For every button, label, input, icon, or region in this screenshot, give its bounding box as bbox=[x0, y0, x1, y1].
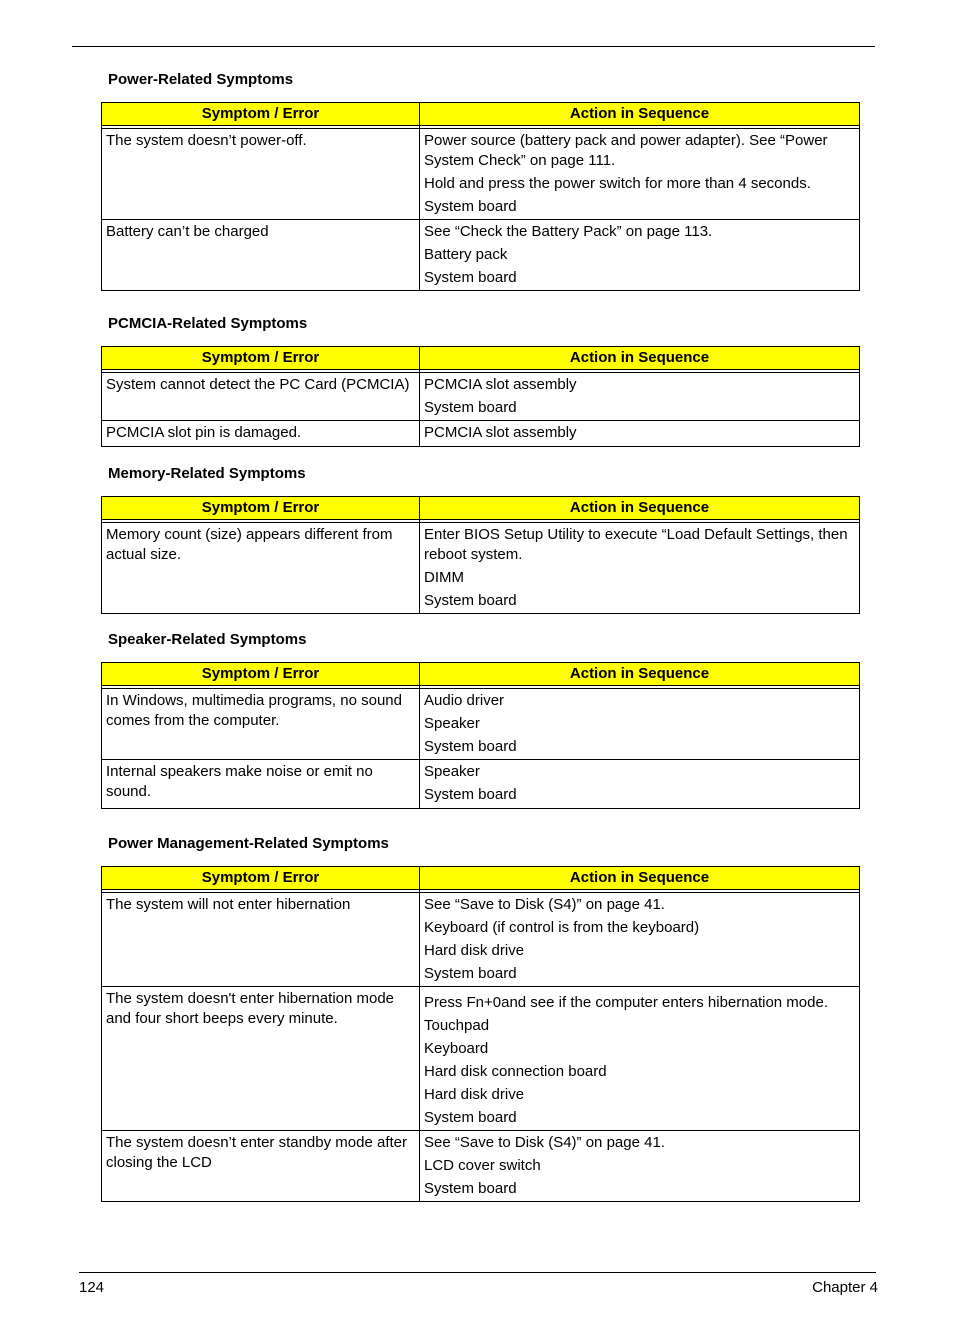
symptom-table bbox=[101, 496, 860, 614]
table-header-row bbox=[102, 103, 860, 126]
section-title: Memory-Related Symptoms bbox=[108, 465, 306, 482]
header-action: Action in Sequence bbox=[420, 497, 860, 520]
action-item: Hard disk connection board bbox=[424, 1063, 607, 1080]
action-item: System board bbox=[424, 592, 517, 609]
header-symptom: Symptom / Error bbox=[102, 497, 420, 520]
action-cell bbox=[420, 220, 860, 291]
table-row bbox=[102, 129, 860, 220]
action-item: System board bbox=[424, 269, 517, 286]
action-item: See “Save to Disk (S4)” on page 41. bbox=[424, 1134, 665, 1151]
table-row bbox=[102, 987, 860, 1131]
section-power-management bbox=[101, 834, 859, 1202]
table-row bbox=[102, 220, 860, 291]
action-item: System board bbox=[424, 1180, 517, 1197]
action-cell bbox=[420, 523, 860, 614]
action-item: Power source (battery pack and power adapter). See “Power System Check” on page 111. bbox=[424, 132, 828, 169]
action-item: System board bbox=[424, 399, 517, 416]
action-item: PCMCIA slot assembly bbox=[424, 376, 577, 393]
symptom-cell: The system doesn’t power-off. bbox=[102, 129, 420, 220]
symptom-cell: Internal speakers make noise or emit no sound. bbox=[102, 760, 420, 809]
action-item: LCD cover switch bbox=[424, 1157, 541, 1174]
header-rule bbox=[72, 46, 875, 47]
action-cell bbox=[420, 760, 860, 809]
section-memory bbox=[101, 464, 859, 614]
table-header-row bbox=[102, 497, 860, 520]
symptom-cell: In Windows, multimedia programs, no sound comes from the computer. bbox=[102, 689, 420, 760]
action-item: Speaker bbox=[424, 763, 480, 780]
action-item: System board bbox=[424, 786, 517, 803]
action-item: Hold and press the power switch for more than 4 seconds. bbox=[424, 175, 811, 192]
symptom-cell: The system will not enter hibernation bbox=[102, 893, 420, 987]
table-row bbox=[102, 893, 860, 987]
table-row bbox=[102, 689, 860, 760]
symptom-cell: The system doesn't enter hibernation mode and four short beeps every minute. bbox=[102, 987, 420, 1131]
table-row bbox=[102, 421, 860, 447]
action-item: System board bbox=[424, 738, 517, 755]
symptom-table bbox=[101, 102, 860, 291]
action-item: Hard disk drive bbox=[424, 942, 525, 959]
header-action: Action in Sequence bbox=[420, 867, 860, 890]
action-item: System board bbox=[424, 1109, 517, 1126]
action-item: Enter BIOS Setup Utility to execute “Load Default Settings, then reboot system. bbox=[424, 526, 848, 563]
section-power bbox=[101, 70, 859, 291]
symptom-cell: System cannot detect the PC Card (PCMCIA) bbox=[102, 373, 420, 421]
action-cell bbox=[420, 421, 860, 447]
action-cell bbox=[420, 893, 860, 987]
section-title: PCMCIA-Related Symptoms bbox=[108, 315, 308, 332]
action-item: Touchpad bbox=[424, 1017, 490, 1034]
action-item: Audio driver bbox=[424, 692, 505, 709]
action-item: System board bbox=[424, 965, 517, 982]
footer-rule bbox=[79, 1272, 876, 1273]
section-title: Speaker-Related Symptoms bbox=[108, 631, 307, 648]
table-row bbox=[102, 1131, 860, 1202]
chapter-label: Chapter 4 bbox=[812, 1279, 878, 1296]
action-cell bbox=[420, 129, 860, 220]
symptom-cell: PCMCIA slot pin is damaged. bbox=[102, 421, 420, 447]
table-header-row bbox=[102, 663, 860, 686]
action-item: See “Check the Battery Pack” on page 113. bbox=[424, 223, 713, 240]
section-pcmcia bbox=[101, 314, 859, 447]
section-title: Power Management-Related Symptoms bbox=[108, 835, 389, 852]
symptom-table bbox=[101, 346, 860, 447]
symptom-cell: Battery can’t be charged bbox=[102, 220, 420, 291]
action-item: Press Fn+0and see if the computer enters hibernation mode. bbox=[424, 994, 828, 1011]
table-row bbox=[102, 760, 860, 809]
header-action: Action in Sequence bbox=[420, 347, 860, 370]
action-item: Keyboard (if control is from the keyboard) bbox=[424, 919, 700, 936]
header-symptom: Symptom / Error bbox=[102, 867, 420, 890]
table-header-row bbox=[102, 347, 860, 370]
action-item: Battery pack bbox=[424, 246, 508, 263]
header-symptom: Symptom / Error bbox=[102, 347, 420, 370]
symptom-cell: The system doesn’t enter standby mode after closing the LCD bbox=[102, 1131, 420, 1202]
action-item: Speaker bbox=[424, 715, 480, 732]
table-row bbox=[102, 523, 860, 614]
action-cell bbox=[420, 373, 860, 421]
page-number: 124 bbox=[79, 1279, 105, 1296]
action-item: PCMCIA slot assembly bbox=[424, 424, 577, 441]
action-item: DIMM bbox=[424, 569, 464, 586]
header-action: Action in Sequence bbox=[420, 103, 860, 126]
header-action: Action in Sequence bbox=[420, 663, 860, 686]
action-item: Keyboard bbox=[424, 1040, 489, 1057]
header-symptom: Symptom / Error bbox=[102, 103, 420, 126]
action-cell bbox=[420, 689, 860, 760]
action-item: System board bbox=[424, 198, 517, 215]
symptom-cell: Memory count (size) appears different from actual size. bbox=[102, 523, 420, 614]
action-item: Hard disk drive bbox=[424, 1086, 525, 1103]
table-header-row bbox=[102, 867, 860, 890]
action-cell bbox=[420, 987, 860, 1131]
section-title: Power-Related Symptoms bbox=[108, 71, 294, 88]
table-row bbox=[102, 373, 860, 421]
symptom-table bbox=[101, 866, 860, 1202]
symptom-table bbox=[101, 662, 860, 809]
section-speaker bbox=[101, 630, 859, 809]
action-cell bbox=[420, 1131, 860, 1202]
header-symptom: Symptom / Error bbox=[102, 663, 420, 686]
action-item: See “Save to Disk (S4)” on page 41. bbox=[424, 896, 665, 913]
